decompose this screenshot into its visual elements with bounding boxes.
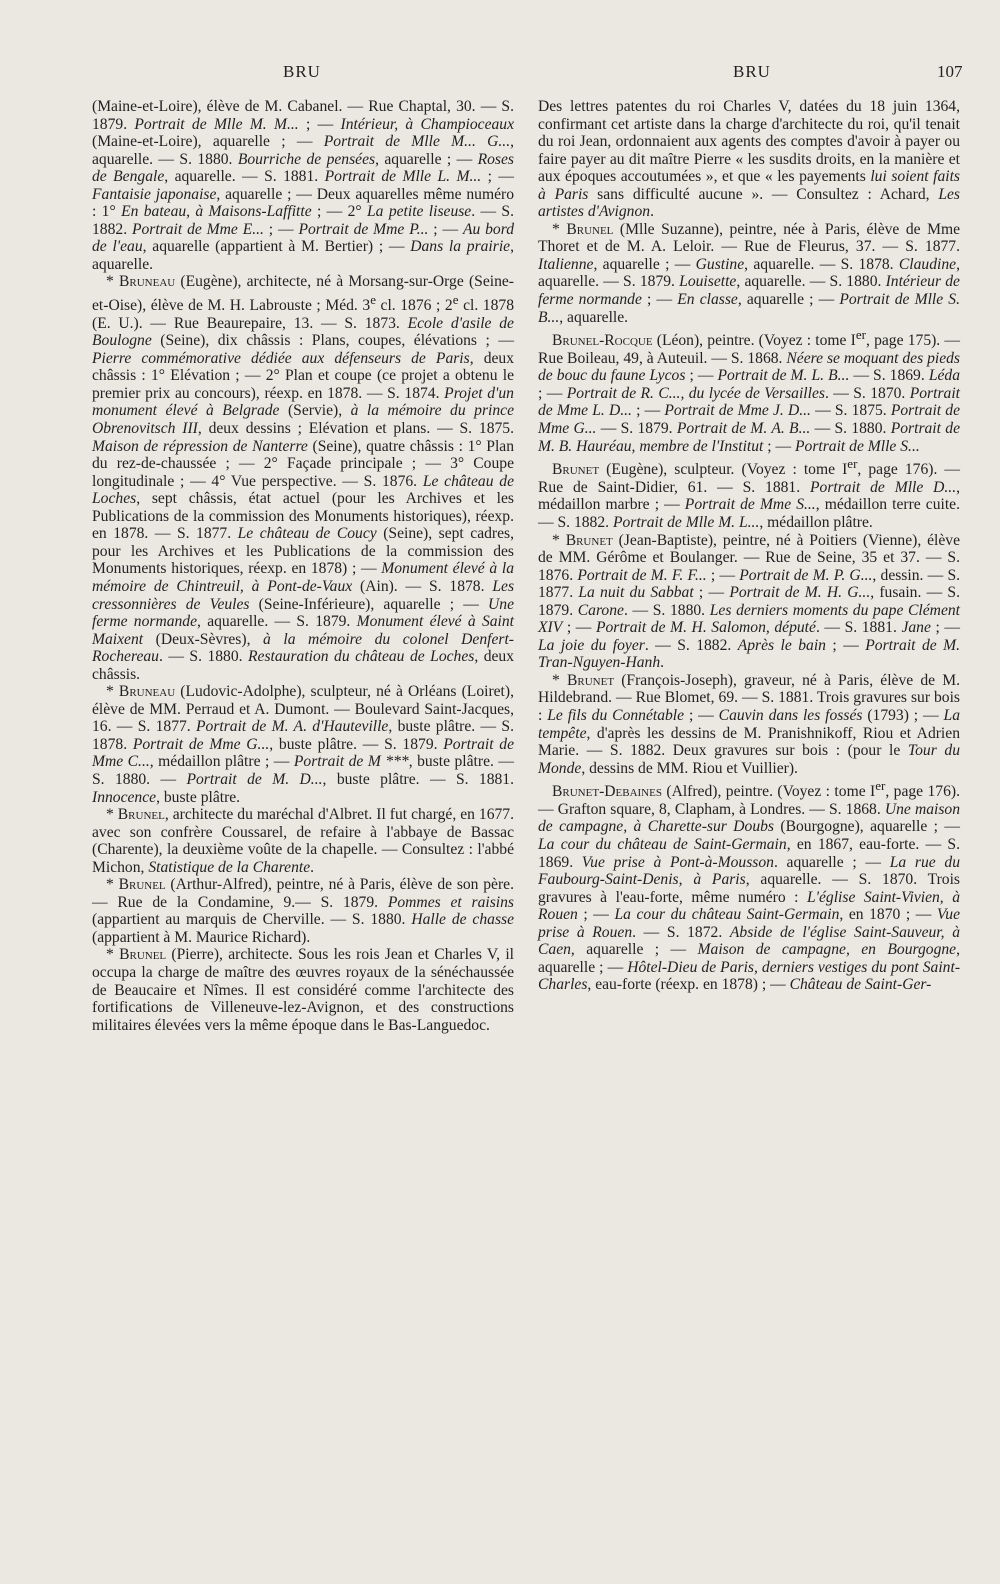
dictionary-entry-cont2: Des lettres patentes du roi Charles V, datées du 18 juin 1364, confirmant cet artiste dans la charge d'architecte du roi, qu'il tenait du roi Jean, ordonnaient aux agents des comptes d'avoir à payer ou faire payer au dit maître Pierre « les susdits droits, en la manière et aux époques accoutumées », et que « les payements lui soient faits à Paris sans difficulté aucune ». — Consultez : Achard, Les artistes d'Avignon. <box>538 98 960 221</box>
dictionary-entry-bruneau-eugene: * Bruneau (Eugène), architecte, né à Morsang-sur-Orge (Seine-et-Oise), élève de M. H. Labrouste ; Méd. 3e cl. 1876 ; 2e cl. 1878 (E. U.). — Rue Beaurepaire, 13. — S. 1873. Ecole d'asile de Boulogne (Seine), dix châssis : Plans, coupes, élévations ; — Pierre commémorative dédiée aux défenseurs de Paris, deux châssis : 1° Elévation ; — 2° Plan et coupe (ce projet a obtenu le premier prix au concours), réexp. en 1878. — S. 1874. Projet d'un monument élevé à Belgrade (Servie), à la mémoire du prince Obrenovitsch III, deux dessins ; Elévation et plans. — S. 1875. Maison de répression de Nanterre (Seine), quatre châssis : 1° Plan du rez-de-chaussée ; — 2° Façade principale ; — 3° Coupe longitudinale ; — 4° Vue perspective. — S. 1876. Le château de Loches, sept châssis, état actuel (pour les Archives et les Publications de la commission des Monuments historiques), réexp. en 1878. — S. 1877. Le château de Coucy (Seine), sept cadres, pour les Archives et les Publications de la commission des Monuments historiques, réexp. en 1878) ; — Monument élevé à la mémoire de Chintreuil, à Pont-de-Vaux (Ain). — S. 1878. Les cressonnières de Veules (Seine-Inférieure), aquarelle ; — Une ferme normande, aquarelle. — S. 1879. Monument élevé à Saint Maixent (Deux-Sèvres), à la mémoire du colonel Denfert-Rochereau. — S. 1880. Restauration du château de Loches, deux châssis. <box>92 273 515 683</box>
left-column <box>92 98 514 1034</box>
dictionary-entry-brunel-rocque: Brunel-Rocque (Léon), peintre. (Voyez : tome Ier, page 175). — Rue Boileau, 49, à Auteuil. — S. 1868. Néere se moquant des pieds de bouc du faune Lycos ; — Portrait de M. L. B... — S. 1869. Léda ; — Portrait de R. C..., du lycée de Versailles. — S. 1870. Portrait de Mme L. D... ; — Portrait de Mme J. D... — S. 1875. Portrait de Mme G... — S. 1879. Portrait de M. A. B... — S. 1880. Portrait de M. B. Hauréau, membre de l'Institut ; — Portrait de Mlle S... <box>538 327 961 455</box>
page-number: 107 <box>937 62 963 81</box>
dictionary-entry-brunel-pierre: * Brunel (Pierre), architecte. Sous les rois Jean et Charles V, il occupa la charge de maître des œuvres royaux de la sénéchaussée de Beaucaire et Nîmes. Il est considéré comme l'architecte des fortifications de Villeneuve-lez-Avignon, et des constructions militaires élevées vers la même époque dans le Bas-Languedoc. <box>92 946 515 1034</box>
dictionary-entry-brunet-francois: * Brunet (François-Joseph), graveur, né à Paris, élève de M. Hildebrand. — Rue Blomet, 69. — S. 1881. Trois gravures sur bois : Le fils du Connétable ; — Cauvin dans les fossés (1793) ; — La tempête, d'après les dessins de M. Pranishnikoff, Riou et Adrien Marie. — S. 1882. Deux gravures sur bois : (pour le Tour du Monde, dessins de MM. Riou et Vuillier). <box>538 671 960 777</box>
dictionary-entry-brunel-arthur: * Brunel (Arthur-Alfred), peintre, né à Paris, élève de son père. — Rue de la Condamine, 9.— S. 1879. Pommes et raisins (appartient au marquis de Cherville. — S. 1880. Halle de chasse (appartient à M. Maurice Richard). <box>92 876 514 946</box>
dictionary-entry-brunet-jean-baptiste: * Brunet (Jean-Baptiste), peintre, né à Poitiers (Vienne), élève de MM. Gérôme et Boulanger. — Rue de Seine, 35 et 37. — S. 1876. Portrait de M. F. F... ; — Portrait de M. P. G..., dessin. — S. 1877. La nuit du Sabbat ; — Portrait de M. H. G..., fusain. — S. 1879. Carone. — S. 1880. Les derniers moments du pape Clément XIV ; — Portrait de M. H. Salomon, député. — S. 1881. Jane ; — La joie du foyer. — S. 1882. Après le bain ; — Portrait de M. Tran-Nguyen-Hanh. <box>538 531 961 672</box>
dictionary-entry-brunet-eugene: Brunet (Eugène), sculpteur. (Voyez : tome Ier, page 176). — Rue de Saint-Didier, 61. — S. 1881. Portrait de Mlle D..., médaillon marbre ; — Portrait de Mme S..., médaillon terre cuite. — S. 1882. Portrait de Mlle M. L..., médaillon plâtre. <box>538 456 961 531</box>
dictionary-entry-cont1: (Maine-et-Loire), élève de M. Cabanel. — Rue Chaptal, 30. — S. 1879. Portrait de Mlle M. M... ; — Intérieur, à Champioceaux (Maine-et-Loire), aquarelle ; — Portrait de Mlle M... G..., aquarelle. — S. 1880. Bourriche de pensées, aquarelle ; — Roses de Bengale, aquarelle. — S. 1881. Portrait de Mlle L. M... ; — Fantaisie japonaise, aquarelle ; — Deux aquarelles même numéro : 1° En bateau, à Maisons-Laffitte ; — 2° La petite liseuse. — S. 1882. Portrait de Mme E... ; — Portrait de Mme P... ; — Au bord de l'eau, aquarelle (appartient à M. Bertier) ; — Dans la prairie, aquarelle. <box>92 98 515 273</box>
dictionary-entry-brunet-debaines: Brunet-Debaines (Alfred), peintre. (Voyez : tome Ier, page 176). — Grafton square, 8, Clapham, à Londres. — S. 1868. Une maison de campagne, à Charette-sur Doubs (Bourgogne), aquarelle ; — La cour du château de Saint-Germain, en 1867, eau-forte. — S. 1869. Vue prise à Pont-à-Mousson. aquarelle ; — La rue du Faubourg-Saint-Denis, à Paris, aquarelle. — S. 1870. Trois gravures à l'eau-forte, même numéro : L'église Saint-Vivien, à Rouen ; — La cour du château Saint-Germain, en 1870 ; — Vue prise à Rouen. — S. 1872. Abside de l'église Saint-Sauveur, à Caen, aquarelle ; — Maison de campagne, en Bourgogne, aquarelle ; — Hôtel-Dieu de Paris, derniers vestiges du pont Saint-Charles, eau-forte (réexp. en 1878) ; — Château de Saint-Ger- <box>538 778 961 994</box>
running-header-right: BRU <box>733 62 771 81</box>
right-column <box>538 98 960 994</box>
dictionary-entry-brunel-suzanne: * Brunel (Mlle Suzanne), peintre, née à Paris, élève de Mme Thoret et de M. A. Leloir. — Rue de Fleurus, 37. — S. 1877. Italienne, aquarelle ; — Gustine, aquarelle. — S. 1878. Claudine, aquarelle. — S. 1879. Louisette, aquarelle. — S. 1880. Intérieur de ferme normande ; — En classe, aquarelle ; — Portrait de Mlle S. B..., aquarelle. <box>538 220 961 326</box>
dictionary-entry-brunel-1: * Brunel, architecte du maréchal d'Albret. Il fut chargé, en 1677. avec son confrère Coussarel, de refaire à l'abbaye de Bassac (Charente), la deuxième voûte de la chapelle. — Consultez : l'abbé Michon, Statistique de la Charente. <box>92 806 515 876</box>
running-header-left: BRU <box>283 62 321 81</box>
dictionary-entry-bruneau-ludovic: * Bruneau (Ludovic-Adolphe), sculpteur, né à Orléans (Loiret), élève de MM. Perraud et A. Dumont. — Boulevard Saint-Jacques, 16. — S. 1877. Portrait de M. A. d'Hauteville, buste plâtre. — S. 1878. Portrait de Mme G..., buste plâtre. — S. 1879. Portrait de Mme C..., médaillon plâtre ; — Portrait de M ***, buste plâtre. — S. 1880. — Portrait de M. D..., buste plâtre. — S. 1881. Innocence, buste plâtre. <box>92 683 515 806</box>
